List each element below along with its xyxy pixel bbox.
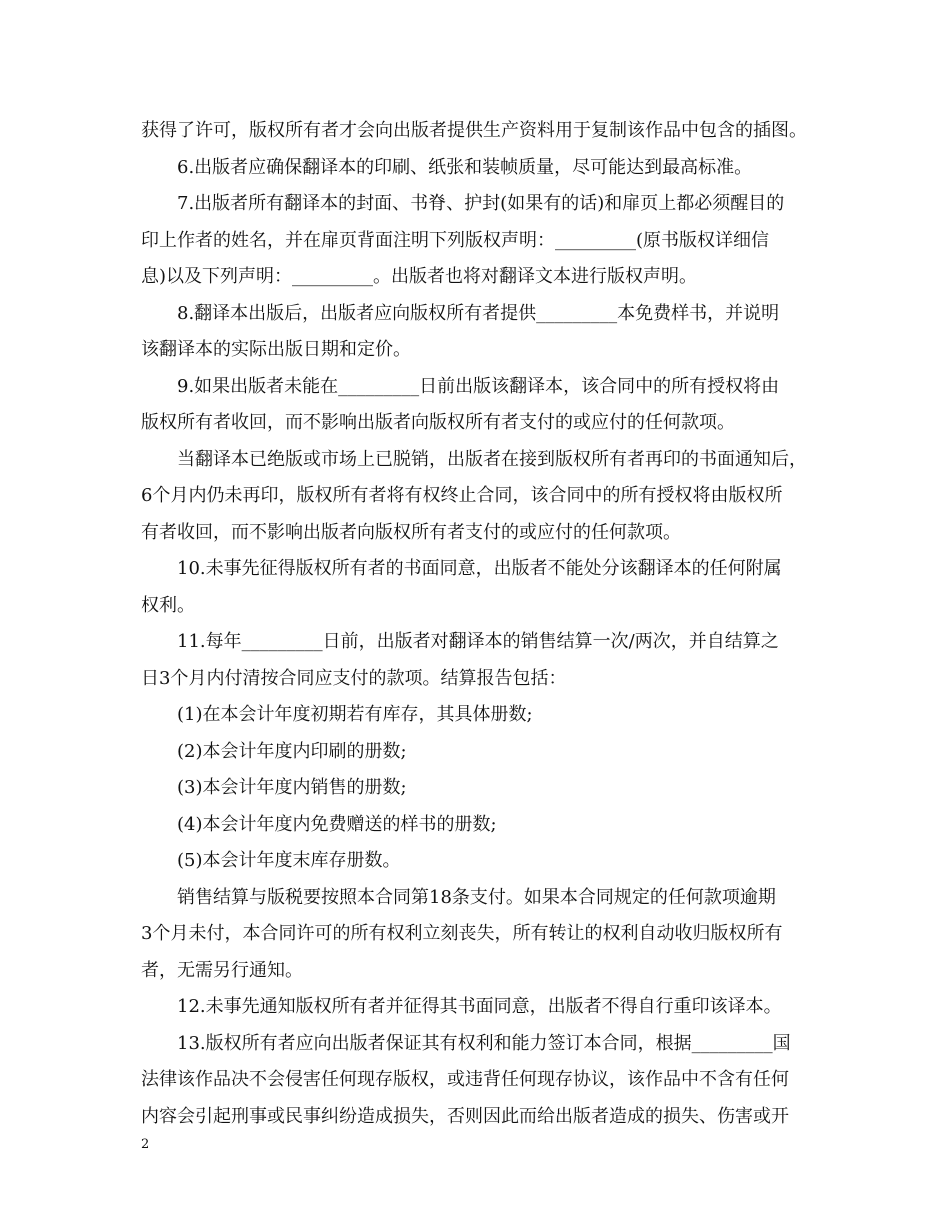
text-line: 息)以及下列声明：_________。出版者也将对翻译文本进行版权声明。 [141, 266, 698, 287]
text-line: 者，无需另行通知。 [141, 959, 303, 981]
paragraph-out-of-print: 当翻译本已绝版或市场上已脱销，出版者在接到版权所有者再印的书面通知后， [177, 448, 807, 470]
text-line: 该翻译本的实际出版日期和定价。 [141, 339, 411, 360]
text-line: 6个月内仍未再印，版权所有者将有权终止合同，该合同中的所有授权将由版权所 [141, 485, 783, 506]
page-number: 2 [141, 1137, 150, 1152]
clause-10: 10.未事先征得版权所有者的书面同意，出版者不能处分该翻译本的任何附属 [177, 558, 782, 579]
list-item: (2)本会计年度内印刷的册数; [177, 740, 407, 762]
text-line: 印上作者的姓名，并在扉页背面注明下列版权声明：_________(原书版权详细信 [141, 229, 770, 251]
text-line: 版权所有者收回，而不影响出版者向版权所有者支付的或应付的任何款项。 [141, 412, 735, 433]
text-line: 3个月未付，本合同许可的所有权利立刻丧失，所有转让的权利自动收归版权所有 [141, 923, 783, 944]
text-line: 日3个月内付清按合同应支付的款项。结算报告包括： [141, 667, 567, 689]
list-item: (3)本会计年度内销售的册数; [177, 777, 407, 798]
paragraph-settlement: 销售结算与版税要按照本合同第18条支付。如果本合同规定的任何款项逾期 [177, 886, 776, 908]
clause-9: 9.如果出版者未能在_________日前出版该翻译本，该合同中的所有授权将由 [177, 375, 780, 397]
clause-13: 13.版权所有者应向出版者保证其有权利和能力签订本合同，根据_________国 [177, 1032, 791, 1054]
clause-6: 6.出版者应确保翻译本的印刷、纸张和装帧质量，尽可能达到最高标准。 [177, 156, 753, 178]
clause-8: 8.翻译本出版后，出版者应向版权所有者提供_________本免费样书，并说明 [177, 302, 780, 324]
list-item: (4)本会计年度内免费赠送的样书的册数; [177, 813, 497, 835]
clause-7: 7.出版者所有翻译本的封面、书脊、护封(如果有的话)和扉页上都必须醒目的 [177, 193, 785, 214]
clause-11: 11.每年_________日前，出版者对翻译本的销售结算一次/两次，并自结算之 [177, 631, 779, 652]
list-item: (5)本会计年度末库存册数。 [177, 850, 401, 871]
list-item: (1)在本会计年度初期若有库存，其具体册数; [177, 704, 533, 725]
text-line: 权利。 [141, 594, 195, 616]
text-line: 有者收回，而不影响出版者向版权所有者支付的或应付的任何款项。 [141, 521, 681, 543]
text-line: 内容会引起刑事或民事纠纷造成损失，否则因此而给出版者造成的损失、伤害或开 [141, 1105, 789, 1127]
document-body [141, 113, 821, 1135]
text-line: 法律该作品决不会侵害任何现存版权，或违背任何现存协议，该作品中不含有任何 [141, 1069, 789, 1090]
text-line: 获得了许可，版权所有者才会向出版者提供生产资料用于复制该作品中包含的插图。 [141, 120, 807, 141]
clause-12: 12.未事先通知版权所有者并征得其书面同意，出版者不得自行重印该译本。 [177, 996, 782, 1017]
